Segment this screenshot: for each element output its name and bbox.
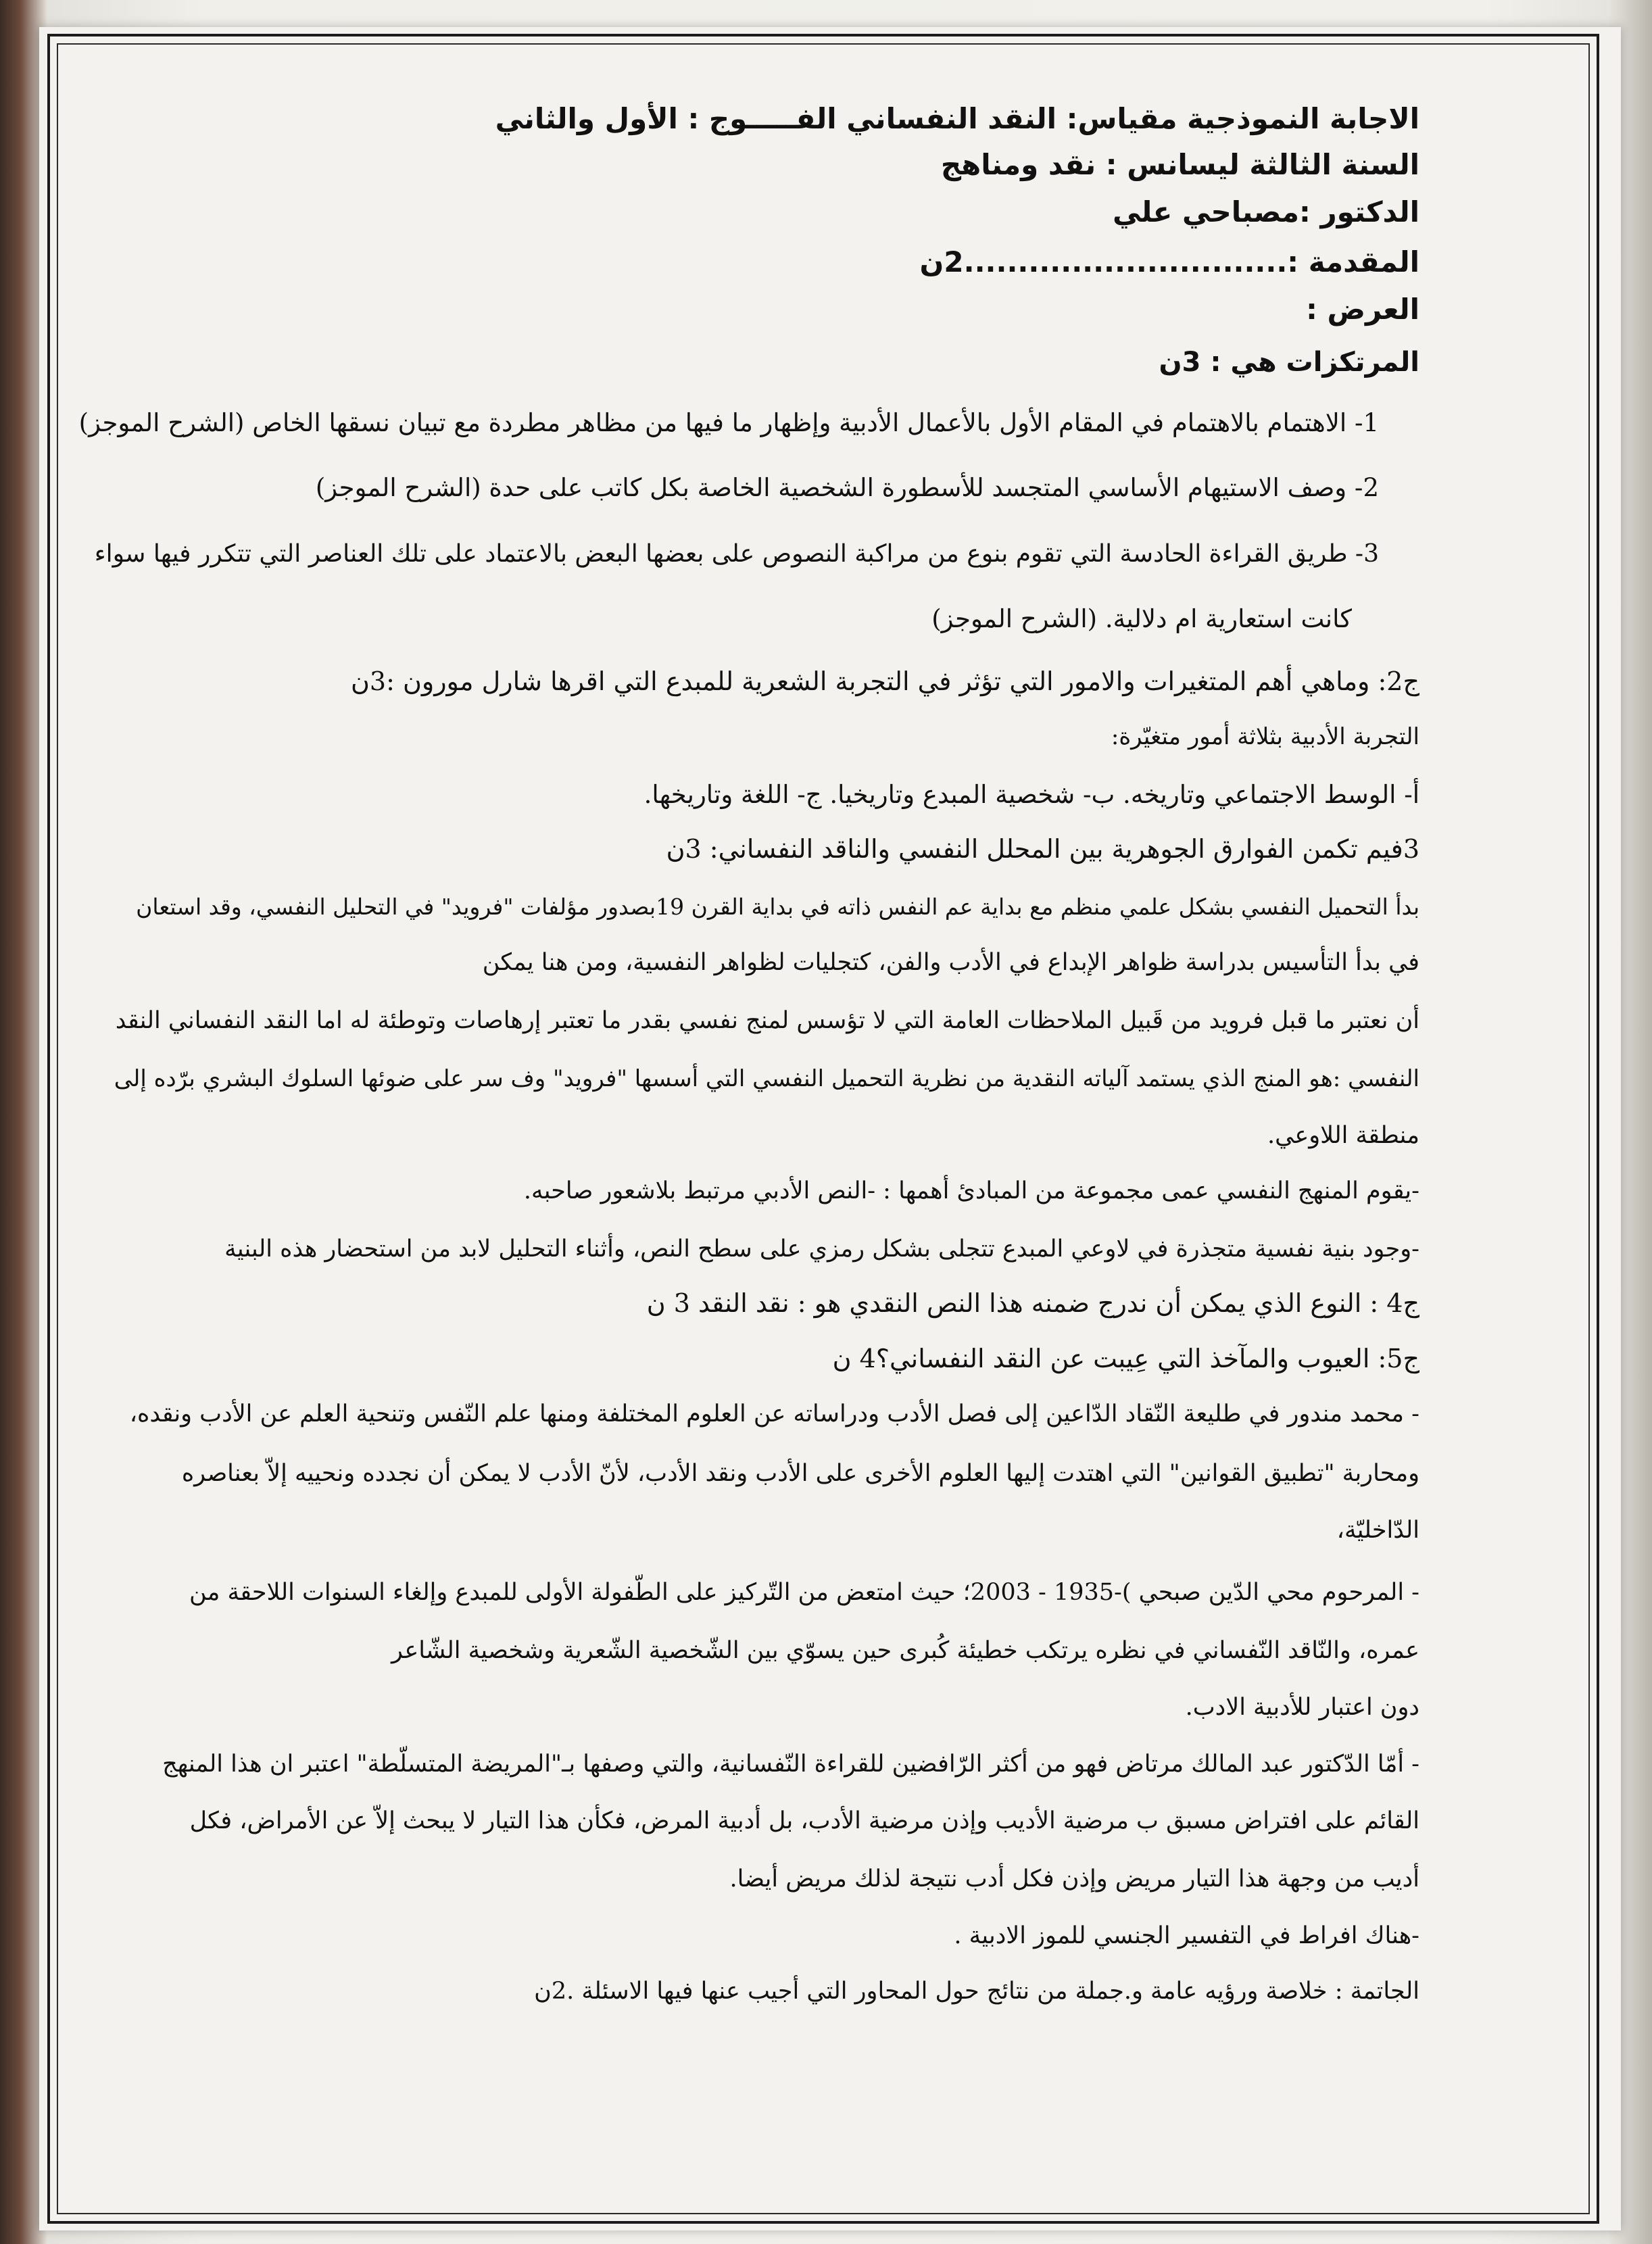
q2-title: ج2: وماهي أهم المتغيرات والامور التي تؤثر في التجربة الشعرية للمبدع التي اقرها شارل مورون :3ن: [350, 666, 1419, 696]
q2-line-2: أ- الوسط الاجتماعي وتاريخه. ب- شخصية المبدع وتاريخيا. ج- اللغة وتاريخها.: [643, 780, 1419, 809]
q1-item-2: 2- وصف الاستيهام الأساسي المتجسد للأسطورة الشخصية الخاصة بكل كاتب على حدة (الشرح الموجز): [315, 473, 1379, 502]
q5-sobhi-3: دون اعتبار للأدبية الادب.: [1185, 1694, 1419, 1721]
q4-title: ج4 : النوع الذي يمكن أن ندرج ضمنه هذا النص النقدي هو : نقد النقد 3 ن: [646, 1288, 1419, 1318]
conclusion: الجاتمة : خلاصة ورؤيه عامة و.جملة من نتائج حول المحاور التي أجيب عنها فيها الاسئلة .2ن: [534, 1978, 1419, 2005]
header-doctor: الدكتور :مصباحي علي: [1113, 195, 1419, 228]
q5-mandour-3: الدّاخليّة،: [1336, 1517, 1419, 1544]
q3-paragraph-1: بدأ التحميل النفسي بشكل علمي منظم مع بداية عم النفس ذاته في بداية القرن 19بصدور مؤلفات "فرويد" في التحليل النفسي، وقد استعان: [136, 894, 1419, 920]
q3-paragraph-2: في بدأ التأسيس بدراسة ظواهر الإبداع في الأدب والفن، كتجليات لظواهر النفسية، ومن هنا يمكن: [482, 949, 1419, 976]
q5-sexual-interpretation: -هناك افراط في التفسير الجنسي للموز الادبية .: [954, 1922, 1419, 1949]
q5-mandour-1: - محمد مندور في طليعة النّقاد الدّاعين إلى فصل الأدب ودراساته عن العلوم المختلفة ومنها علم النّفس وتنحية العلم عن الأدب ونقده،: [129, 1400, 1419, 1428]
q5-title: ج5: العيوب والمآخذ التي عِيبت عن النقد النفساني؟4 ن: [832, 1344, 1419, 1373]
q3-paragraph-3: أن نعتبر ما قبل فرويد من قَبيل الملاحظات العامة التي لا تؤسس لمنج نفسي بقدر ما تعتبر إرهاصات وتوطئة له اما النقد النفساني النقد: [115, 1007, 1419, 1034]
q5-mandour-2: ومحاربة "تطبيق القوانين" التي اهتدت إليها العلوم الأخرى على الأدب ونقد الأدب، لأنّ الأدب لا يمكن أن نجدده ونحييه إلاّ بعناصره: [181, 1460, 1419, 1487]
header-intro: المقدمة :..............................2ن: [919, 245, 1419, 278]
q3-paragraph-4: النفسي :هو المنج الذي يستمد آلياته النقدية من نظرية التحميل النفسي التي أسسها "فرويد" وف سر على ضوئها السلوك البشري برّده إلى: [114, 1065, 1419, 1092]
header-level: السنة الثالثة ليسانس : نقد ومناهج: [940, 148, 1419, 181]
q5-sobhi-2: عمره، والنّاقد النّفساني في نظره يرتكب خطيئة كُبرى حين يسوّي بين الشّخصية الشّعرية وشخصية الشّاعر: [391, 1637, 1419, 1664]
q3-principle-2: -وجود بنية نفسية متجذرة في لاوعي المبدع تتجلى بشكل رمزي على سطح النص، وأثناء التحليل لابد من استحضار هذه البنية: [224, 1236, 1419, 1263]
q1-title: المرتكزات هي : 3ن: [1159, 347, 1419, 378]
q5-mortad-2: القائم على افتراض مسبق ب مرضية الأديب وإذن مرضية الأدب، بل أدبية المرض، فكأن هذا التيار لا يبحث إلاّ عن الأمراض، فكل: [189, 1807, 1419, 1834]
q3-paragraph-5: منطقة اللاوعي.: [1267, 1122, 1419, 1149]
q3-title: 3فيم تكمن الفوارق الجوهرية بين المحلل النفسي والناقد النفساني: 3ن: [666, 834, 1419, 864]
q1-item-1: 1- الاهتمام بالاهتمام في المقام الأول بالأعمال الأدبية وإظهار ما فيها من مظاهر مطردة مع تبيان نسقها الخاص (الشرح الموجز): [78, 408, 1379, 437]
q5-sobhi-1: - المرحوم محي الدّين صبحي )-1935 - 2003؛ حيث امتعض من التّركيز على الطّفولة الأولى للمبدع وإلغاء السنوات اللاحقة من: [189, 1579, 1419, 1606]
q1-item-3b: كانت استعارية ام دلالية. (الشرح الموجز): [931, 604, 1352, 633]
q5-mortad-1: - أمّا الدّكتور عبد المالك مرتاض فهو من أكثر الرّافضين للقراءة النّفسانية، والتي وصفها بـ"المريضة المتسلّطة" اعتبر ان هذا المنهج: [162, 1751, 1419, 1778]
header-title: الاجابة النموذجية مقياس: النقد النفساني الفـــــوج : الأول والثاني: [495, 102, 1419, 135]
q1-item-3a: 3- طريق القراءة الحادسة التي تقوم بنوع من مراكبة النصوص على بعضها البعض بالاعتماد على تلك العناصر التي تتكرر فيها سواء: [94, 540, 1379, 568]
q3-principle-1: -يقوم المنهج النفسي عمى مجموعة من المبادئ أهمها : -النص الأدبي مرتبط بلاشعور صاحبه.: [523, 1177, 1419, 1204]
q5-mortad-3: أديب من وجهة هذا التيار مريض وإذن فكل أدب نتيجة لذلك مريض أيضا.: [729, 1865, 1419, 1893]
q2-line-1: التجربة الأدبية بثلاثة أمور متغيّرة:: [1111, 723, 1419, 750]
header-body: العرض :: [1306, 293, 1419, 326]
